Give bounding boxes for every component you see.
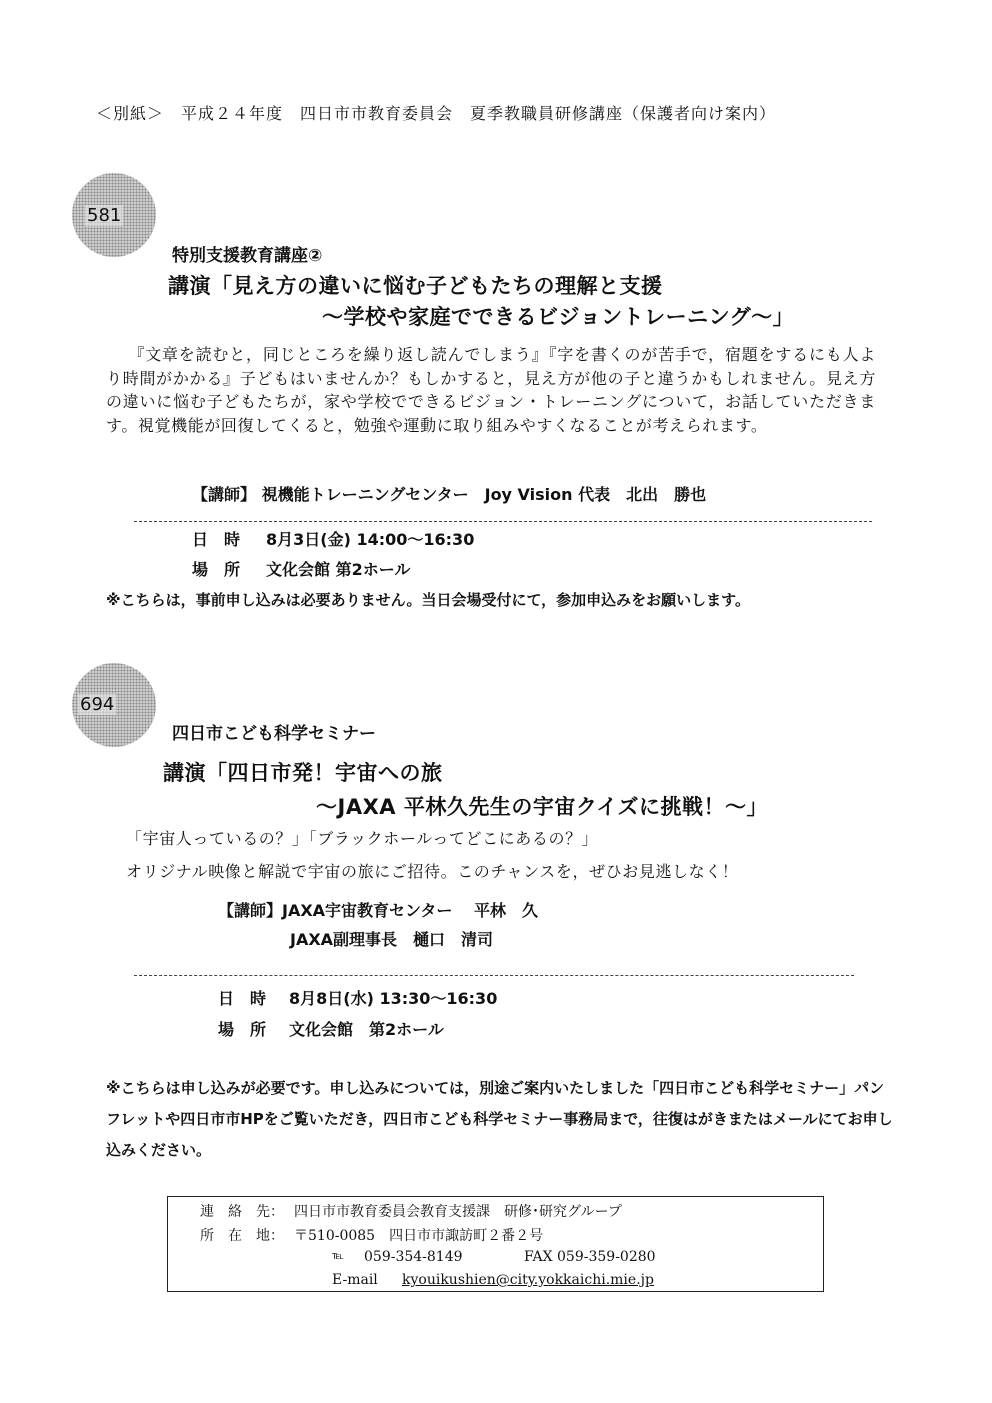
document-header: ＜別紙＞ 平成２４年度 四日市市教育委員会 夏季教職員研修講座（保護者向け案内） bbox=[96, 104, 777, 123]
lecture-title-line2: ～JAXA 平林久先生の宇宙クイズに挑戦！～」 bbox=[316, 795, 769, 819]
lecture-title-line1: 講演「見え方の違いに悩む子どもたちの理解と支援 bbox=[168, 274, 663, 298]
address-value: 〒510-0085 四日市市諏訪町２番２号 bbox=[294, 1228, 544, 1244]
description-line2: オリジナル映像と解説で宇宙の旅にご招待。このチャンスを，ぜひお見逃しなく！ bbox=[126, 862, 739, 881]
place-label: 場 所 bbox=[192, 560, 241, 579]
registration-note: ※こちらは申し込みが必要です。申し込みについては，別途ご案内いたしました「四日市こども科学セミナー」パンフレットや四日市市HPをご覧いただき，四日市こども科学セミナー事務局まで，往復はがきまたはメールにてお申し込みください。 bbox=[106, 1079, 893, 1159]
course-number: 694 bbox=[80, 694, 115, 715]
place-value: 文化会館 第2ホール bbox=[266, 560, 411, 579]
lecturer-info-line2: JAXA副理事長 樋口 清司 bbox=[290, 930, 494, 949]
telephone-number: 059-354-8149 bbox=[364, 1249, 463, 1265]
datetime-label: 日 時 bbox=[218, 989, 267, 1008]
dashed-divider bbox=[134, 975, 854, 976]
place-label: 場 所 bbox=[218, 1020, 267, 1039]
datetime-value: 8月8日(水) 13:30～16:30 bbox=[289, 989, 498, 1008]
address-label: 所 在 地： bbox=[200, 1228, 284, 1244]
course-description: 『文章を読むと，同じところを繰り返し読んでしまう』『字を書くのが苦手で，宿題をするにも人より時間がかかる』子どもはいませんか？もしかすると，見え方が他の子と違うかもしれません。見え方の違いに悩む子どもたちが，家や学校でできるビジョン・トレーニングについて，お話していただきます。視覚機能が回復してくると，勉強や運動に取り組みやすくなることが考えられます。 bbox=[106, 345, 876, 435]
description-line1: 「宇宙人っているの？」「ブラックホールってどこにあるの？」 bbox=[126, 829, 599, 848]
contact-box bbox=[167, 1196, 824, 1292]
contact-department: 四日市市教育委員会教育支援課 研修･研究グループ bbox=[294, 1204, 622, 1220]
datetime-value: 8月3日(金) 14:00～16:30 bbox=[266, 530, 475, 549]
fax-number: FAX 059-359-0280 bbox=[524, 1249, 656, 1265]
lecture-title-line2: ～学校や家庭でできるビジョントレーニング～」 bbox=[322, 305, 795, 329]
email-label: E-mail bbox=[332, 1272, 378, 1288]
lecturer-info: 【講師】 視機能トレーニングセンター Joy Vision 代表 北出 勝也 bbox=[192, 485, 707, 504]
telephone-icon: ℡ bbox=[332, 1249, 344, 1262]
place-value: 文化会館 第2ホール bbox=[289, 1020, 444, 1039]
lecture-title-line1: 講演「四日市発！宇宙への旅 bbox=[163, 761, 443, 785]
email-link[interactable]: kyouikushien@city.yokkaichi.mie.jp bbox=[402, 1272, 654, 1288]
course-number: 581 bbox=[87, 205, 122, 226]
dashed-divider bbox=[134, 521, 872, 522]
contact-label: 連 絡 先： bbox=[200, 1204, 284, 1220]
lecturer-info-line1: 【講師】JAXA宇宙教育センター 平林 久 bbox=[218, 901, 538, 920]
course-series: 四日市こども科学セミナー bbox=[172, 724, 376, 744]
registration-note: ※こちらは，事前申し込みは必要ありません。当日会場受付にて，参加申込みをお願いします。 bbox=[106, 591, 750, 609]
course-series: 特別支援教育講座② bbox=[172, 246, 323, 266]
datetime-label: 日 時 bbox=[192, 530, 241, 549]
